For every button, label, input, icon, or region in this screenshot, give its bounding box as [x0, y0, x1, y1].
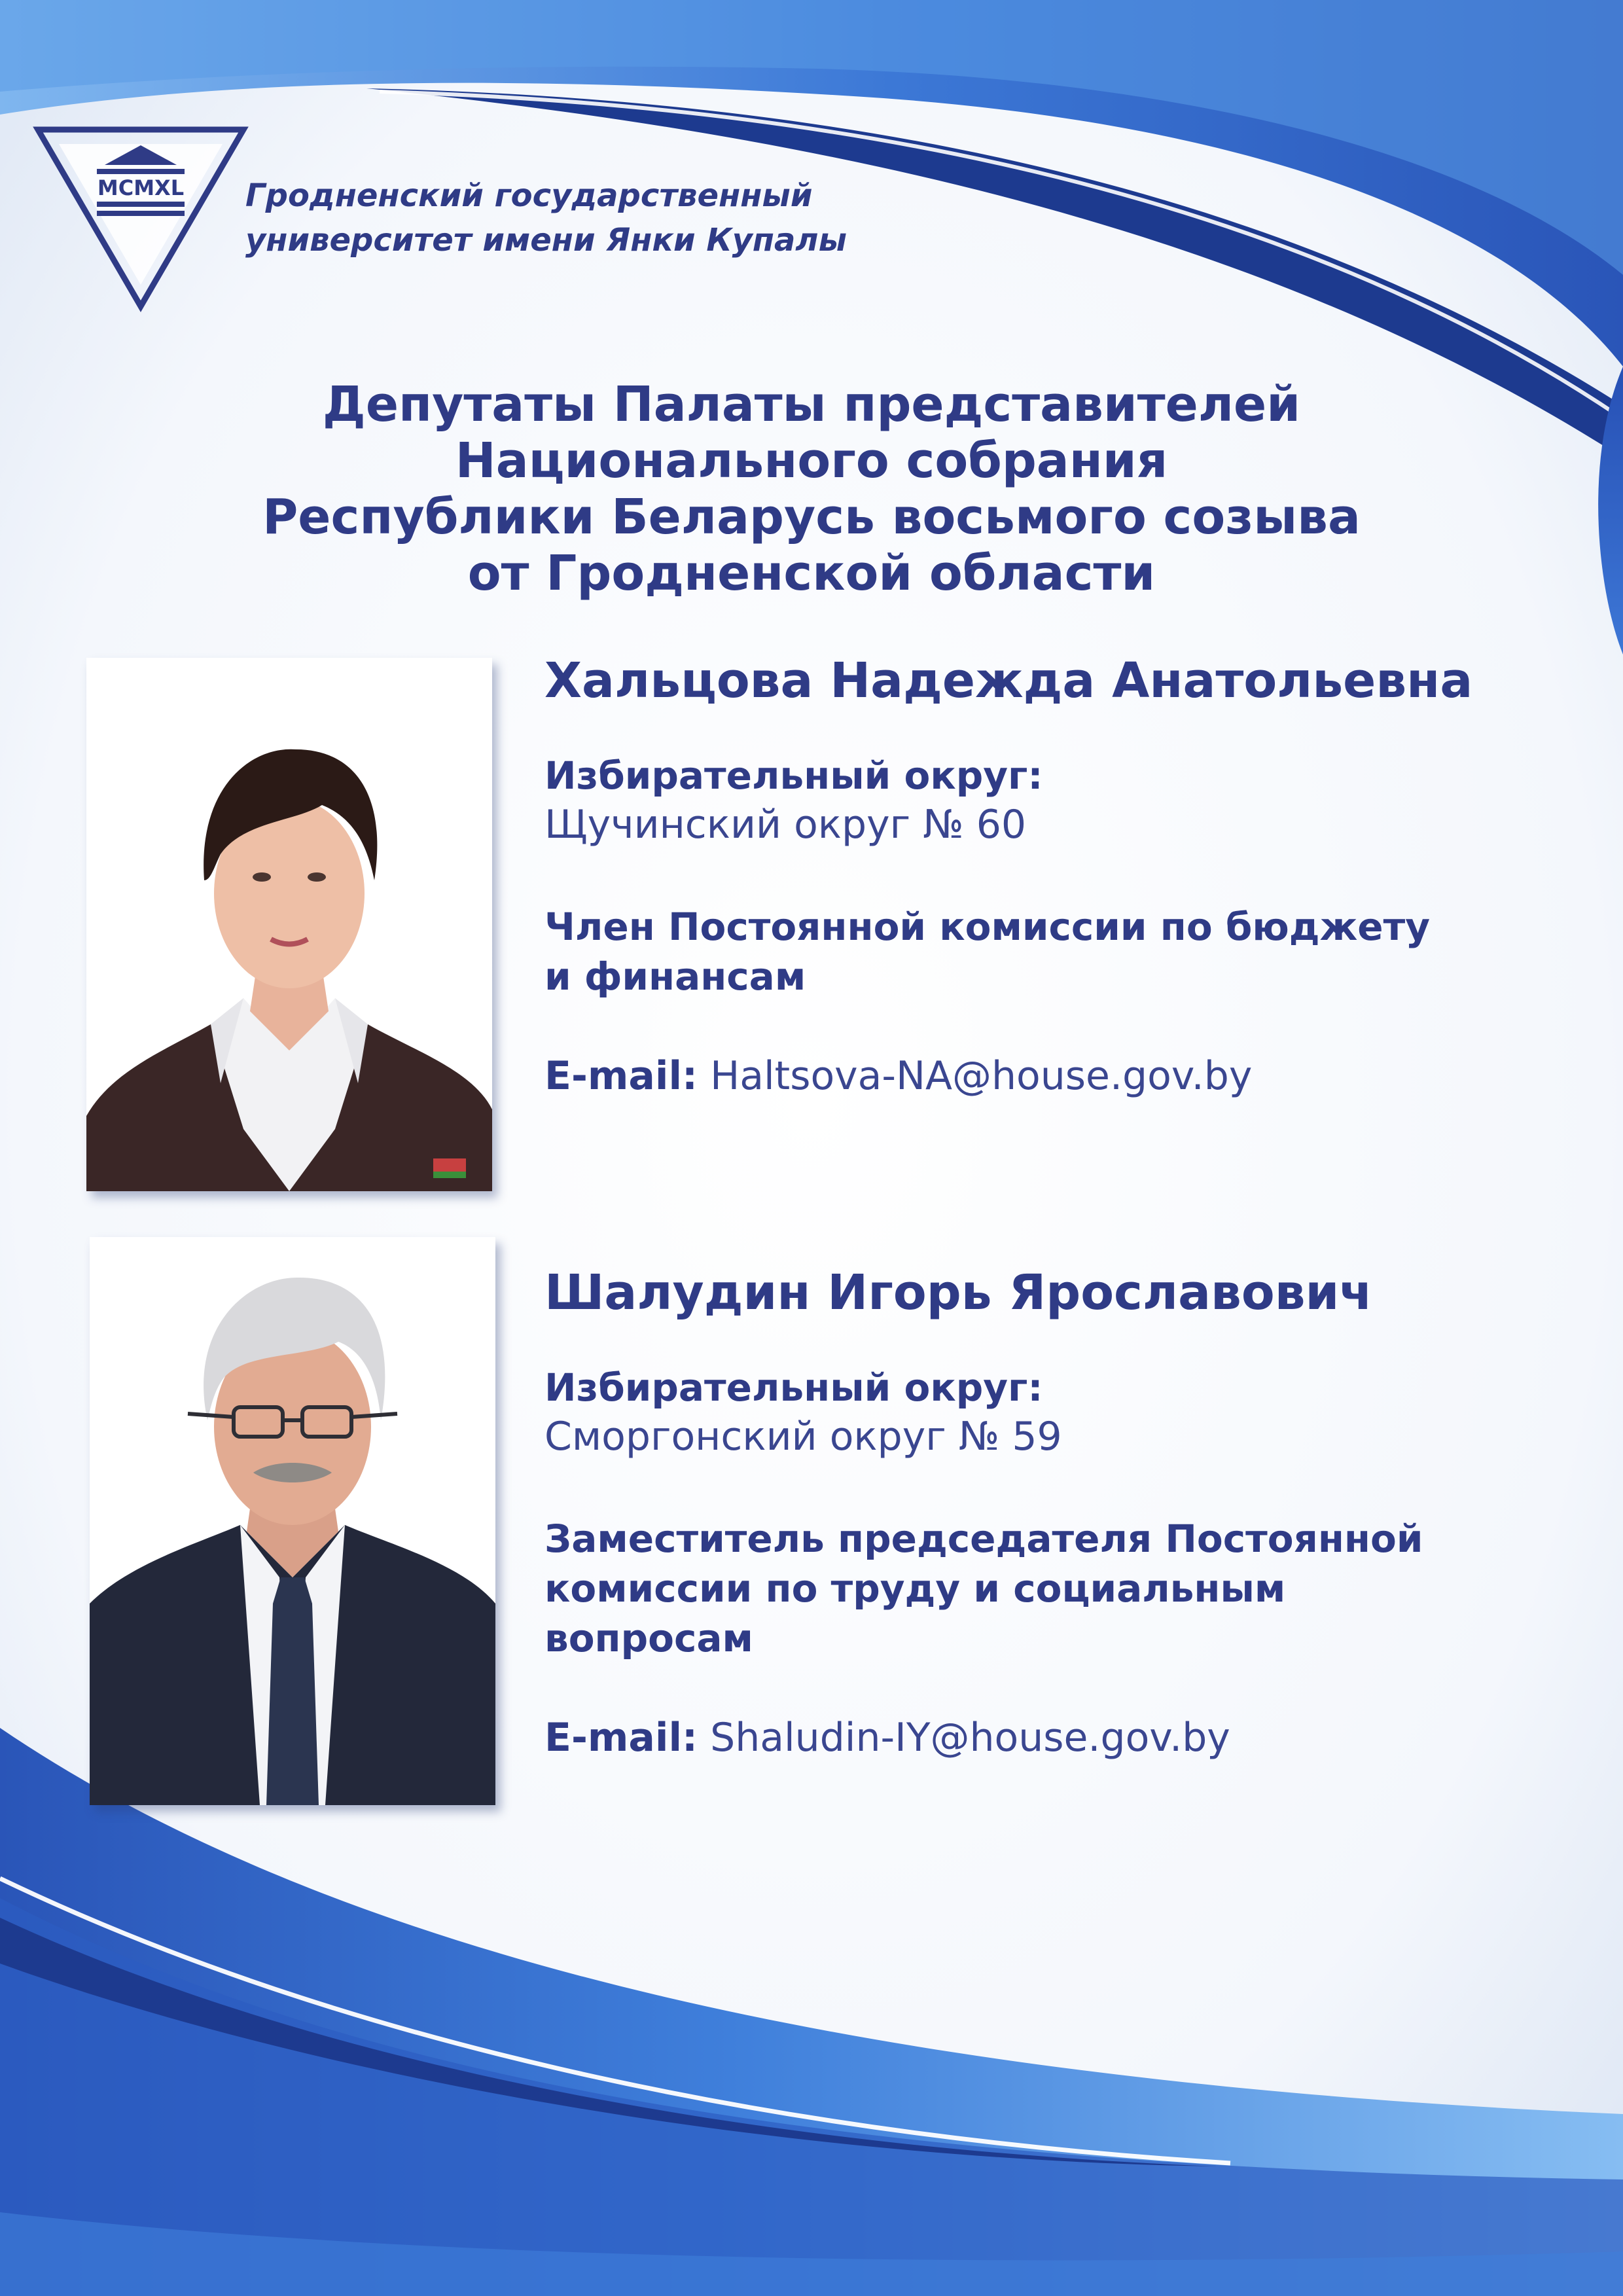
- email-link[interactable]: Shaludin-IY@house.gov.by: [710, 1715, 1230, 1761]
- deputy-card-2: [544, 1260, 1565, 1763]
- email-label: E-mail:: [544, 1053, 698, 1099]
- university-line-2: университет имени Янки Купалы: [245, 222, 847, 259]
- email-link[interactable]: Haltsova-NA@house.gov.by: [710, 1053, 1253, 1099]
- position-line: и финансам: [544, 954, 806, 999]
- university-line-1: Гродненский государственный: [245, 177, 813, 214]
- district-label: Избирательный округ:: [544, 753, 1043, 798]
- email-row: [544, 1713, 1565, 1763]
- title-line-3: Республики Беларусь восьмого созыва: [262, 489, 1361, 545]
- title-line-2: Национального собрания: [455, 433, 1168, 489]
- position-line: Член Постоянной комиссии по бюджету: [544, 905, 1431, 949]
- district-value: Сморгонский округ № 59: [544, 1414, 1062, 1460]
- position-line: вопросам: [544, 1616, 753, 1660]
- deputy-position: [544, 902, 1565, 1001]
- email-row: [544, 1051, 1565, 1101]
- district-value: Щучинский округ № 60: [544, 802, 1027, 848]
- logo-text: MCMXL: [97, 175, 185, 200]
- deputy-photo-2: [90, 1237, 495, 1805]
- deputy-photo-1: [86, 658, 492, 1191]
- position-line: комиссии по труду и социальным: [544, 1566, 1286, 1611]
- deputy-position: [544, 1514, 1565, 1663]
- position-line: Заместитель председателя Постоянной: [544, 1516, 1423, 1561]
- email-label: E-mail:: [544, 1715, 698, 1761]
- deputy-card-1: [544, 648, 1565, 1101]
- page-title: [157, 376, 1466, 601]
- university-logo: [33, 124, 249, 314]
- title-line-4: от Гродненской области: [467, 545, 1156, 601]
- deputy-name: Шалудин Игорь Ярославович: [544, 1265, 1373, 1321]
- deputy-name: Хальцова Надежда Анатольевна: [544, 653, 1473, 709]
- university-name: [245, 173, 900, 262]
- title-line-1: Депутаты Палаты представителей: [322, 376, 1301, 433]
- district-label: Избирательный округ:: [544, 1365, 1043, 1410]
